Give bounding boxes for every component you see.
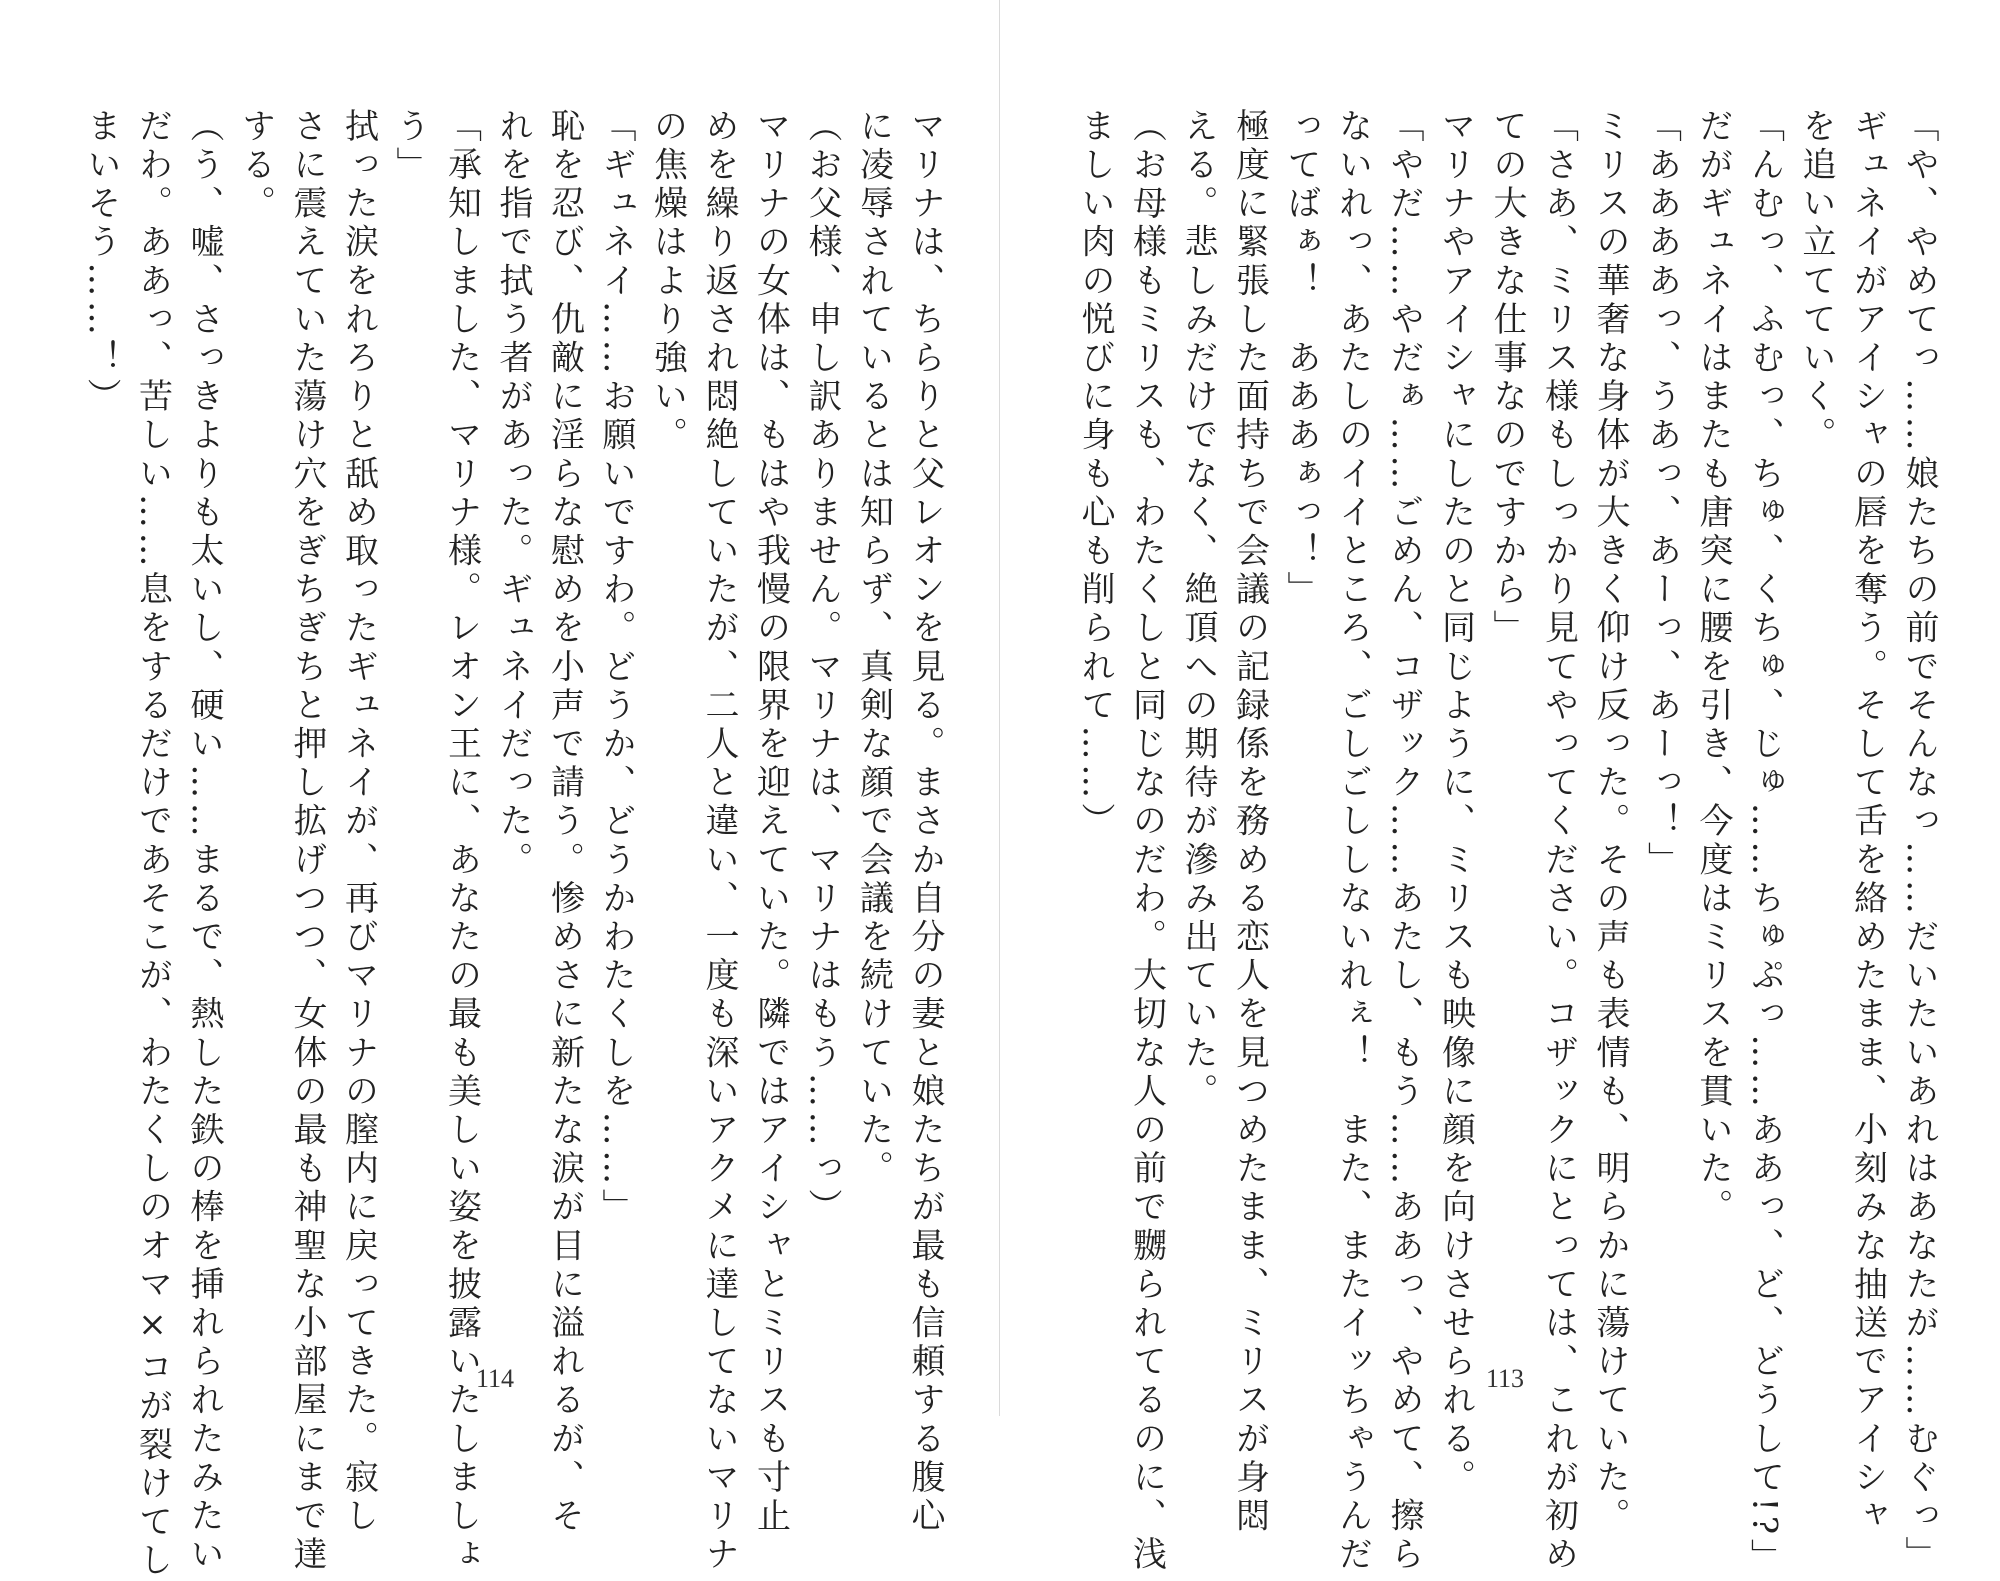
text-line: マリナやアイシャにしたのと同じように、ミリスも映像に顔を向けさせられる。 xyxy=(1435,108,1476,1498)
text-line: 「承知しました、マリナ様。レオン王に、あなたの最も美しい姿を披露いたしましょ xyxy=(441,108,482,1575)
text-line: 極度に緊張した面持ちで会議の記録係を務める恋人を見つめたまま、ミリスが身悶 xyxy=(1229,108,1270,1537)
text-line: 「ああああっ、うあっ、あーっ、あーっ！」 xyxy=(1641,108,1682,880)
text-line: （お母様もミリスも、わたくしと同じなのだわ。大切な人の前で嬲られてるのに、浅 xyxy=(1126,108,1167,1575)
text-line: える。悲しみだけでなく、絶頂への期待が滲み出ていた。 xyxy=(1178,108,1218,1112)
text-line: 「やだ……やだぁ……ごめん、コザック……あたし、もう……ああっ、やめて、擦ら xyxy=(1384,108,1424,1575)
text-line: れを指で拭う者があった。ギュネイだった。 xyxy=(493,108,533,880)
text-line: 「んむっ、ふむっ、ちゅ、くちゅ、じゅ……ちゅぷっ……ああっ、ど、どうして!?」 xyxy=(1744,108,1785,1578)
text-line: を追い立てていく。 xyxy=(1796,108,1836,456)
text-line: まいそう……！） xyxy=(81,108,121,417)
text-line: う」 xyxy=(390,108,430,186)
right-page xyxy=(1000,0,2000,1578)
text-line: 「ギュネイ……お願いですわ。どうか、どうかわたくしを……」 xyxy=(596,108,636,1228)
text-line: さに震えていた蕩け穴をぎちぎちと押し拡げつつ、女体の最も神聖な小部屋にまで達 xyxy=(287,108,327,1575)
text-line: 「や、やめてっ……娘たちの前でそんなっ……だいたいあれはあなたが……むぐっ」 xyxy=(1899,108,1939,1575)
text-line: 拭った涙をれろりと舐め取ったギュネイが、再びマリナの膣内に戻ってきた。寂し xyxy=(338,108,379,1537)
text-line: マリナは、ちらりと父レオンを見る。まさか自分の妻と娘たちが最も信頼する腹心 xyxy=(905,108,945,1537)
text-line: ミリスの華奢な身体が大きく仰け反った。その声も表情も、明らかに蕩けていた。 xyxy=(1590,108,1630,1537)
text-line: だわ。ああっ、苦しい……息をするだけであそこが、わたくしのオマ×コが裂けてし xyxy=(132,108,173,1581)
text-line: ての大きな仕事なのですから」 xyxy=(1487,108,1527,649)
text-line: ってばぁ！ あああぁっ！」 xyxy=(1281,108,1321,610)
text-line: の焦燥はより強い。 xyxy=(647,108,688,456)
text-line: ないれっ、あたしのイイところ、ごしごししないれぇ！ また、またイッちゃうんだ xyxy=(1332,108,1373,1575)
text-line: （お父様、申し訳ありません。マリナは、マリナはもう……っ） xyxy=(802,108,842,1228)
page-number: 114 xyxy=(475,1364,515,1393)
text-line: めを繰り返され悶絶していたが、二人と違い、一度も深いアクメに達してないマリナ xyxy=(699,108,739,1575)
text-line: ましい肉の悦びに身も心も削られて……） xyxy=(1075,108,1115,842)
text-line: に凌辱されているとは知らず、真剣な顔で会議を続けていた。 xyxy=(853,108,894,1189)
text-line: （う、嘘、さっきよりも太いし、硬い……まるで、熱した鉄の棒を挿れられたみたい xyxy=(184,108,224,1575)
text-line: 「さあ、ミリス様もしっかり見てやってください。コザックにとっては、これが初め xyxy=(1538,108,1579,1575)
page-number: 113 xyxy=(1485,1364,1525,1393)
text-line: ギュネイがアイシャの唇を奪う。そして舌を絡めたまま、小刻みな抽送でアイシャ xyxy=(1847,108,1888,1537)
text-line: する。 xyxy=(235,108,276,224)
text-line: 恥を忍び、仇敵に淫らな慰めを小声で請う。惨めさに新たな涙が目に溢れるが、そ xyxy=(544,108,585,1537)
text-line: マリナの女体は、もはや我慢の限界を迎えていた。隣ではアイシャとミリスも寸止 xyxy=(750,108,791,1537)
text-line: だがギュネイはまたも唐突に腰を引き、今度はミリスを貫いた。 xyxy=(1693,108,1733,1228)
